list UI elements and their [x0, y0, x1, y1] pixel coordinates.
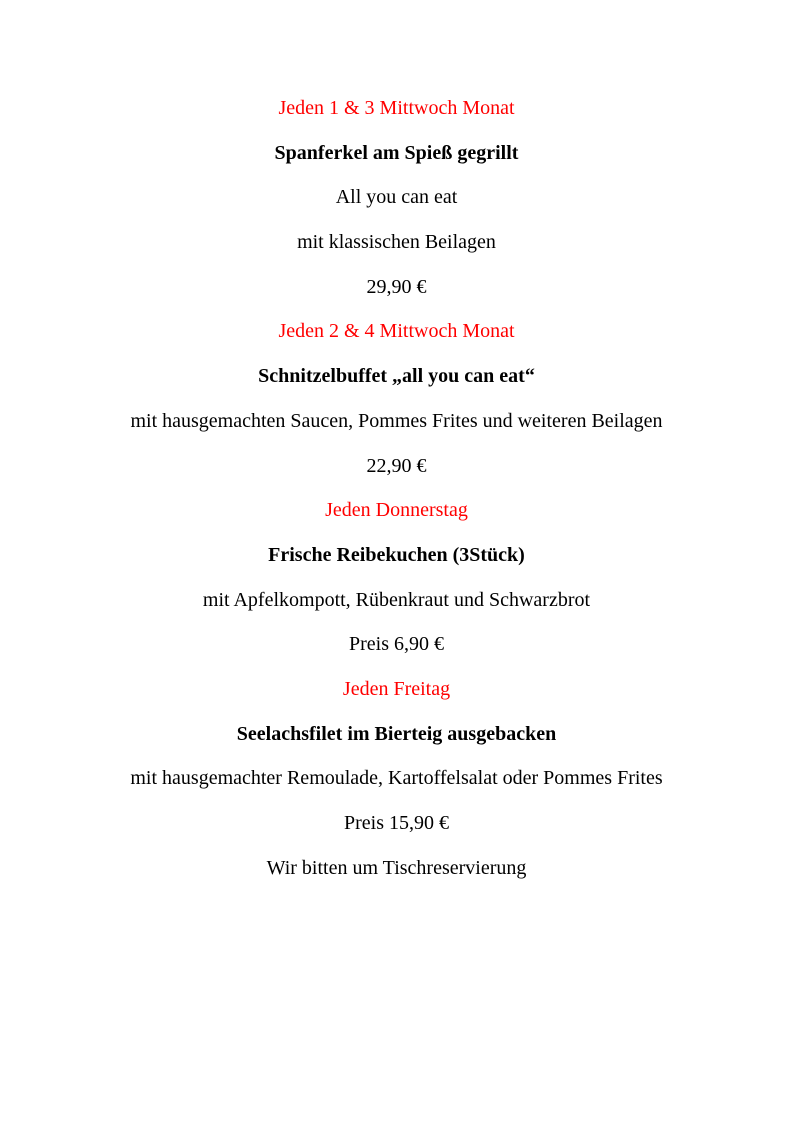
section-dish-title: Spanferkel am Spieß gegrillt: [274, 141, 519, 164]
reservation-note: Wir bitten um Tischreservierung: [266, 856, 527, 879]
menu-section: [0, 316, 793, 495]
section-price: 22,90 €: [366, 454, 427, 477]
menu-section: [0, 674, 793, 853]
section-detail-line: mit klassischen Beilagen: [297, 231, 496, 254]
section-detail-line: mit hausgemachter Remoulade, Kartoffelsalat oder Pommes Frites: [130, 767, 663, 790]
section-day-heading: Jeden Donnerstag: [325, 499, 468, 522]
section-detail-line: All you can eat: [335, 186, 458, 209]
section-dish-title: Schnitzelbuffet „all you can eat“: [258, 365, 535, 388]
menu-section: [0, 93, 793, 316]
section-day-heading: Jeden 2 & 4 Mittwoch Monat: [278, 320, 515, 343]
section-detail-line: mit Apfelkompott, Rübenkraut und Schwarzbrot: [202, 588, 591, 611]
section-price: 29,90 €: [366, 275, 427, 298]
section-day-heading: Jeden Freitag: [342, 677, 451, 700]
section-price: Preis 15,90 €: [344, 812, 449, 834]
section-detail-line: mit hausgemachten Saucen, Pommes Frites und weiteren Beilagen: [130, 409, 663, 432]
section-dish-title: Frische Reibekuchen (3Stück): [268, 543, 525, 566]
section-dish-title: Seelachsfilet im Bierteig ausgebacken: [236, 722, 557, 745]
section-day-heading: Jeden 1 & 3 Mittwoch Monat: [278, 97, 515, 119]
section-price: Preis 6,90 €: [349, 633, 444, 656]
menu-section: [0, 495, 793, 674]
menu-content: [0, 93, 793, 897]
